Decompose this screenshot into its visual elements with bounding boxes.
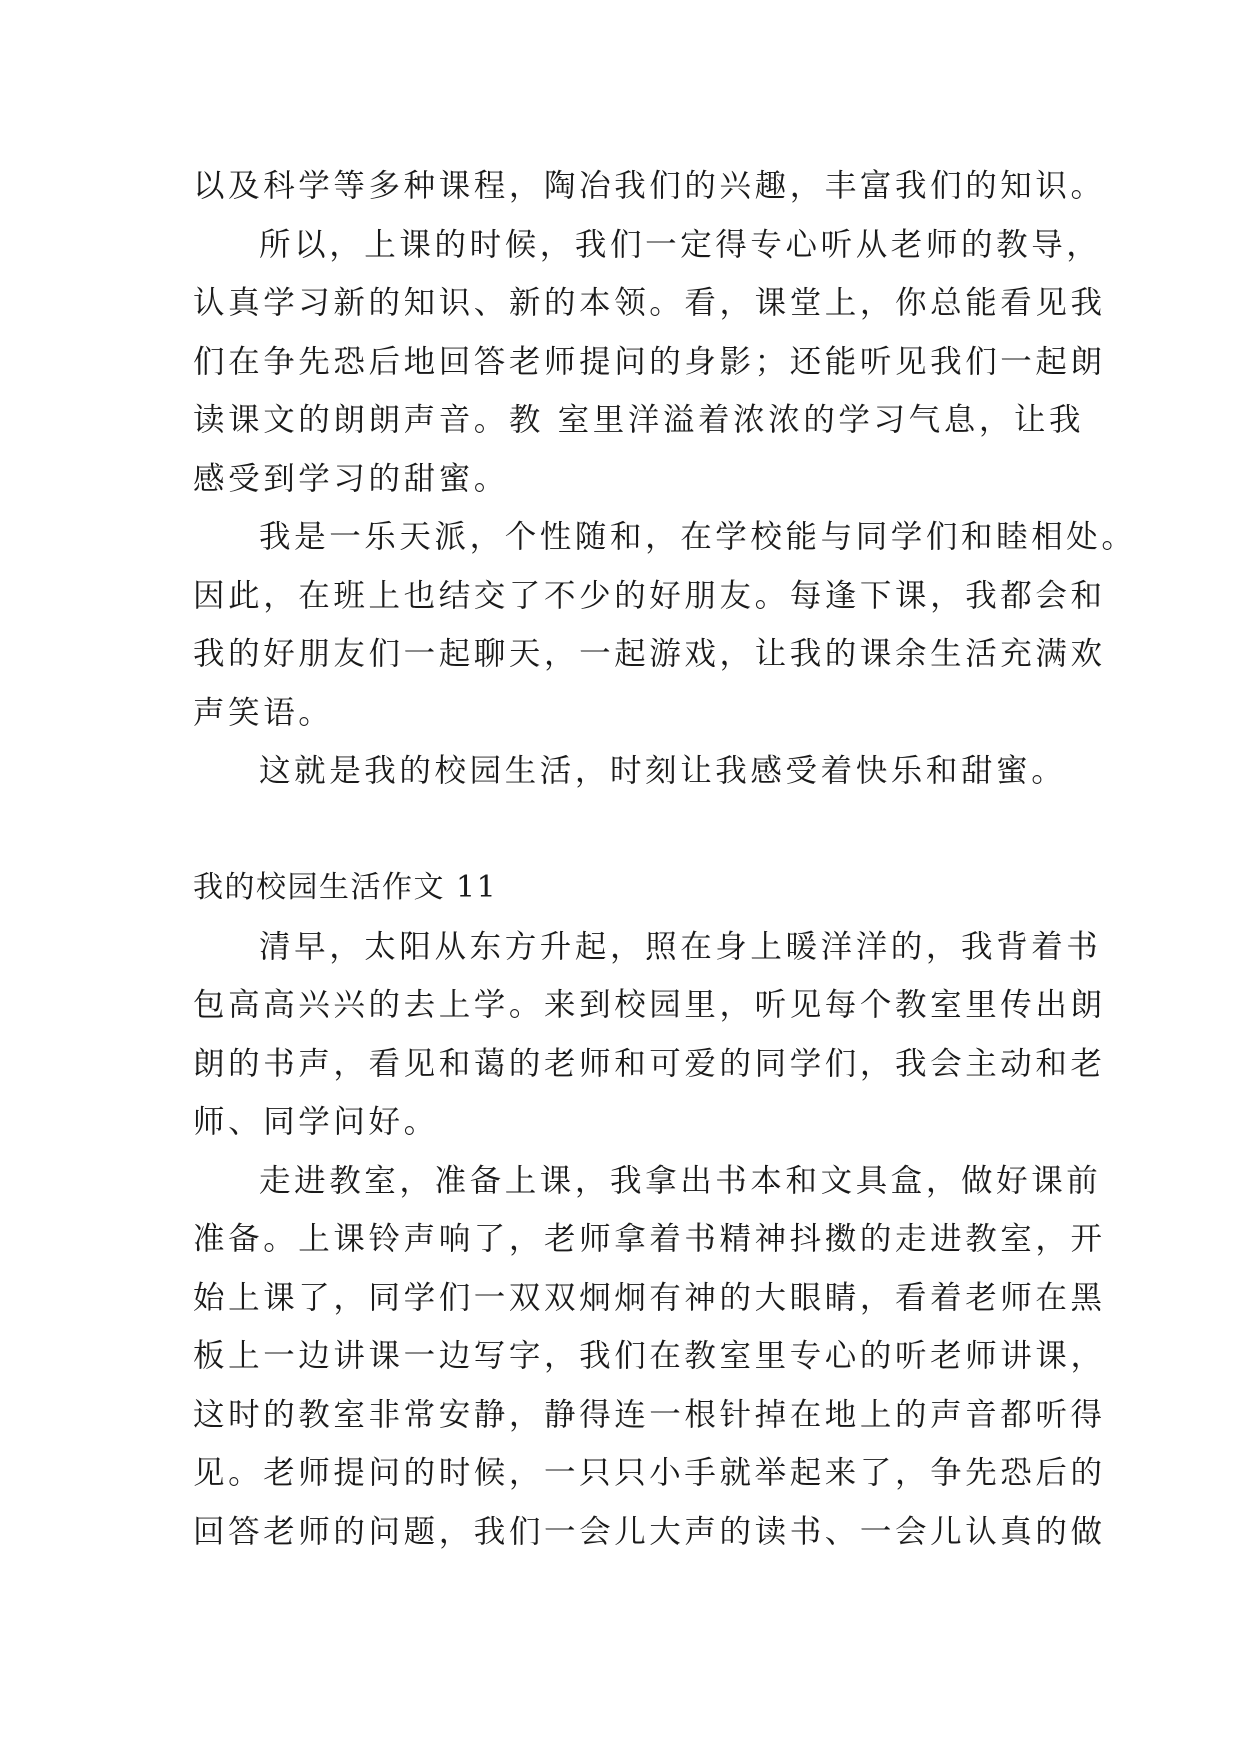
paragraph-start-line: 走进教室，准备上课，我拿出书本和文具盒，做好课前	[259, 1162, 1102, 1199]
document-body	[193, 157, 1137, 1561]
section-spacer	[193, 801, 1053, 860]
text-line: 包高高兴兴的去上学。来到校园里，听见每个教室里传出朗	[193, 987, 1106, 1023]
text-line: 因此，在班上也结交了不少的好朋友。每逢下课，我都会和	[193, 577, 1106, 614]
paragraph-start-line: 所以，上课的时候，我们一定得专心听从老师的教导，	[259, 226, 1102, 263]
text-line: 读课文的朗朗声音。教 室里洋溢着浓浓的学习气息，让我	[193, 402, 1085, 438]
text-line: 感受到学习的甜蜜。	[193, 460, 509, 497]
text-line: 们在争先恐后地回答老师提问的身影；还能听见我们一起朗	[193, 343, 1106, 380]
text-line: 这时的教室非常安静，静得连一根针掉在地上的声音都听得	[193, 1396, 1106, 1433]
text-line: 见。老师提问的时候，一只只小手就举起来了，争先恐后的	[193, 1455, 1106, 1491]
text-line: 始上课了，同学们一双双炯炯有神的大眼睛，看着老师在黑	[193, 1279, 1106, 1316]
text-line: 认真学习新的知识、新的本领。看，课堂上，你总能看见我	[193, 285, 1106, 321]
text-line: 回答老师的问题，我们一会儿大声的读书、一会儿认真的做	[193, 1513, 1106, 1550]
paragraph-start-line: 清早，太阳从东方升起，照在身上暖洋洋的，我背着书	[259, 928, 1102, 965]
paragraph-start-line: 我是一乐天派，个性随和，在学校能与同学们和睦相处。	[259, 519, 1137, 555]
text-line: 朗的书声，看见和蔼的老师和可爱的同学们，我会主动和老	[193, 1045, 1106, 1082]
essay-heading: 我的校园生活作文 11	[193, 870, 498, 905]
text-line: 声笑语。	[193, 694, 334, 731]
text-line: 师、同学问好。	[193, 1104, 439, 1140]
text-line: 以及科学等多种课程，陶冶我们的兴趣，丰富我们的知识。	[193, 168, 1106, 204]
text-line: 我的好朋友们一起聊天，一起游戏，让我的课余生活充满欢	[193, 636, 1106, 672]
text-line: 准备。上课铃声响了，老师拿着书精神抖擞的走进教室，开	[193, 1221, 1106, 1257]
paragraph-start-line: 这就是我的校园生活，时刻让我感受着快乐和甜蜜。	[259, 753, 1067, 789]
text-line: 板上一边讲课一边写字，我们在教室里专心的听老师讲课，	[193, 1338, 1106, 1374]
